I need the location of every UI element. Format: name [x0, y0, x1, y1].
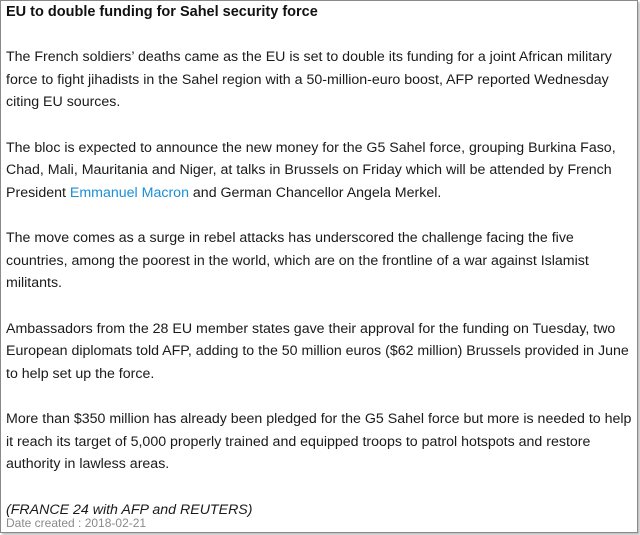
paragraph-2-text-start: The bloc is expected to announce the new money for the G5 Sahel force, grouping Burkina Faso, Chad, Mali, Mauritania and Niger, at talks in Brussels on Friday which will be attended by French President [6, 139, 616, 201]
source-credit: (FRANCE 24 with AFP and REUTERS) [6, 501, 253, 518]
paragraph-5: More than $350 million has already been pledged for the G5 Sahel force but more is needed to help it reach its target of 5,000 properly trained and equipped troops to patrol hotspots and restore authority in lawless areas. [6, 411, 632, 472]
paragraph-2-text-end: and German Chancellor Angela Merkel. [188, 184, 442, 201]
date-created: Date created : 2018-02-21 [6, 516, 147, 530]
paragraph-2 [6, 137, 632, 205]
paragraph-4: Ambassadors from the 28 EU member states gave their approval for the funding on Tuesday, two European diplomats told AFP, adding to the 50 million euros ($62 million) Brussels provided in June to help set up the force. [6, 320, 629, 382]
article-title: EU to double funding for Sahel security force [6, 4, 318, 20]
emmanuel-macron-link[interactable]: Emmanuel Macron [69, 184, 189, 201]
paragraph-3: The move comes as a surge in rebel attacks has underscored the challenge facing the five countries, among the poorest in the world, which are on the frontline of a war against Islamist militants. [6, 230, 589, 291]
article-body [6, 0, 632, 521]
paragraph-1: The French soldiers’ deaths came as the EU is set to double its funding for a joint African military force to fight jihadists in the Sahel region with a 50-million-euro boost, AFP reported Wednesday citing EU sources. [6, 49, 612, 110]
